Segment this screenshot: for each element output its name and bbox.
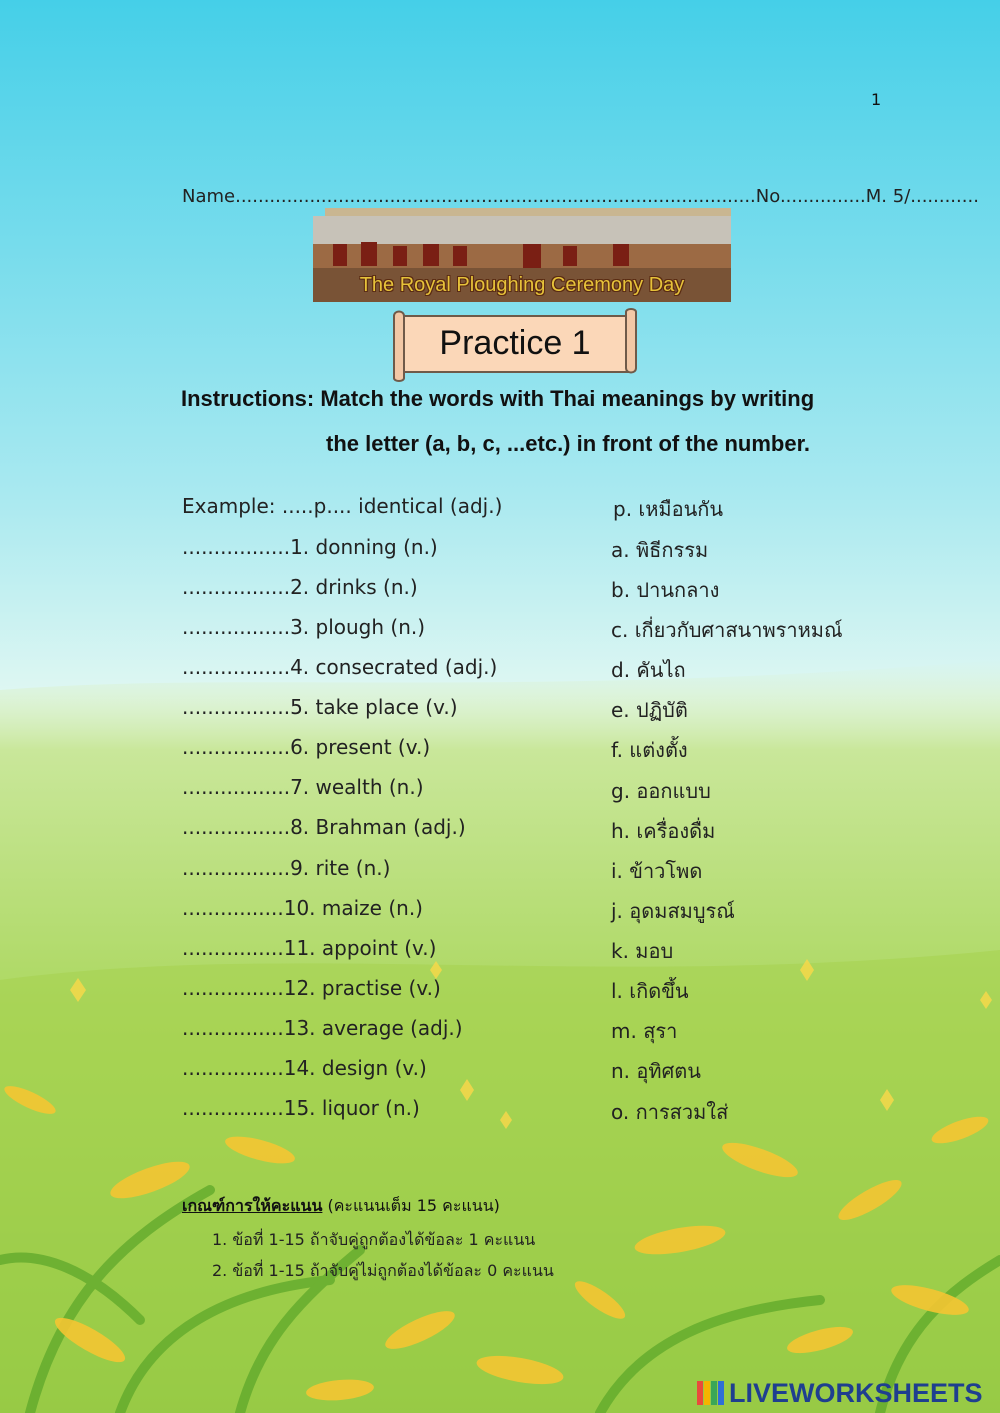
scoring-criteria-title: เกณฑ์การให้คะแนน [182,1196,323,1215]
scoring-criteria-heading [182,1194,500,1219]
liveworksheets-logo-icon [697,1379,725,1407]
word-item-13: ................13. average (adj.) [182,1016,463,1040]
word-item-12: ................12. practise (v.) [182,976,441,1000]
word-item-10: ................10. maize (n.) [182,896,423,920]
scoring-criteria-item-2: 2. ข้อที่ 1-15 ถ้าจับคู่ไม่ถูกต้องได้ข้อละ 0 คะแนน [212,1261,554,1280]
word-item-1: .................1. donning (n.) [182,535,438,559]
word-item-15: ................15. liquor (n.) [182,1096,420,1120]
meaning-item-l: l. เกิดขึ้น [611,979,689,1003]
word-item-2: .................2. drinks (n.) [182,575,418,599]
word-item-5: .................5. take place (v.) [182,695,458,719]
example-word: Example: .....p.... identical (adj.) [182,494,503,518]
meaning-item-o: o. การสวมใส่ [611,1100,729,1124]
word-item-9: .................9. rite (n.) [182,856,391,880]
meaning-item-c: c. เกี่ยวกับศาสนาพราหมณ์ [611,618,843,642]
meaning-item-e: e. ปฏิบัติ [611,698,688,722]
meaning-item-i: i. ข้าวโพด [611,859,703,883]
word-item-7: .................7. wealth (n.) [182,775,424,799]
ceremony-banner-image [313,208,731,302]
liveworksheets-brand: LIVEWORKSHEETS [729,1378,983,1408]
word-item-6: .................6. present (v.) [182,735,431,759]
practice-title-scroll [390,308,640,382]
scoring-criteria-item-1: 1. ข้อที่ 1-15 ถ้าจับคู่ถูกต้องได้ข้อละ 1 คะแนน [212,1230,536,1249]
meaning-item-h: h. เครื่องดื่ม [611,819,716,843]
meaning-item-m: m. สุรา [611,1019,678,1043]
word-item-4: .................4. consecrated (adj.) [182,655,498,679]
meaning-item-d: d. คันไถ [611,658,686,682]
word-item-3: .................3. plough (n.) [182,615,426,639]
name-number-class-line: Name...........................................................................................No...............M. 5/............ [182,186,979,207]
example-meaning: p. เหมือนกัน [613,497,724,521]
word-item-11: ................11. appoint (v.) [182,936,437,960]
meaning-item-j: j. อุดมสมบูรณ์ [611,899,735,923]
scoring-criteria-subtitle: (คะแนนเต็ม 15 คะแนน) [322,1196,500,1215]
word-item-14: ................14. design (v.) [182,1056,427,1080]
instructions-line-1: Instructions: Match the words with Thai meanings by writing [181,386,815,411]
practice-title: Practice 1 [439,324,591,362]
instructions-line-2: the letter (a, b, c, ...etc.) in front of the number. [326,431,811,456]
page-number: 1 [871,90,882,109]
meaning-item-f: f. แต่งตั้ง [611,738,688,762]
meaning-item-k: k. มอบ [611,939,674,963]
meaning-item-g: g. ออกแบบ [611,779,711,803]
meaning-item-a: a. พิธีกรรม [611,538,709,562]
meaning-item-n: n. อุทิศตน [611,1059,701,1083]
banner-title: The Royal Ploughing Ceremony Day [359,274,685,296]
meaning-item-b: b. ปานกลาง [611,578,720,602]
word-item-8: .................8. Brahman (adj.) [182,815,466,839]
